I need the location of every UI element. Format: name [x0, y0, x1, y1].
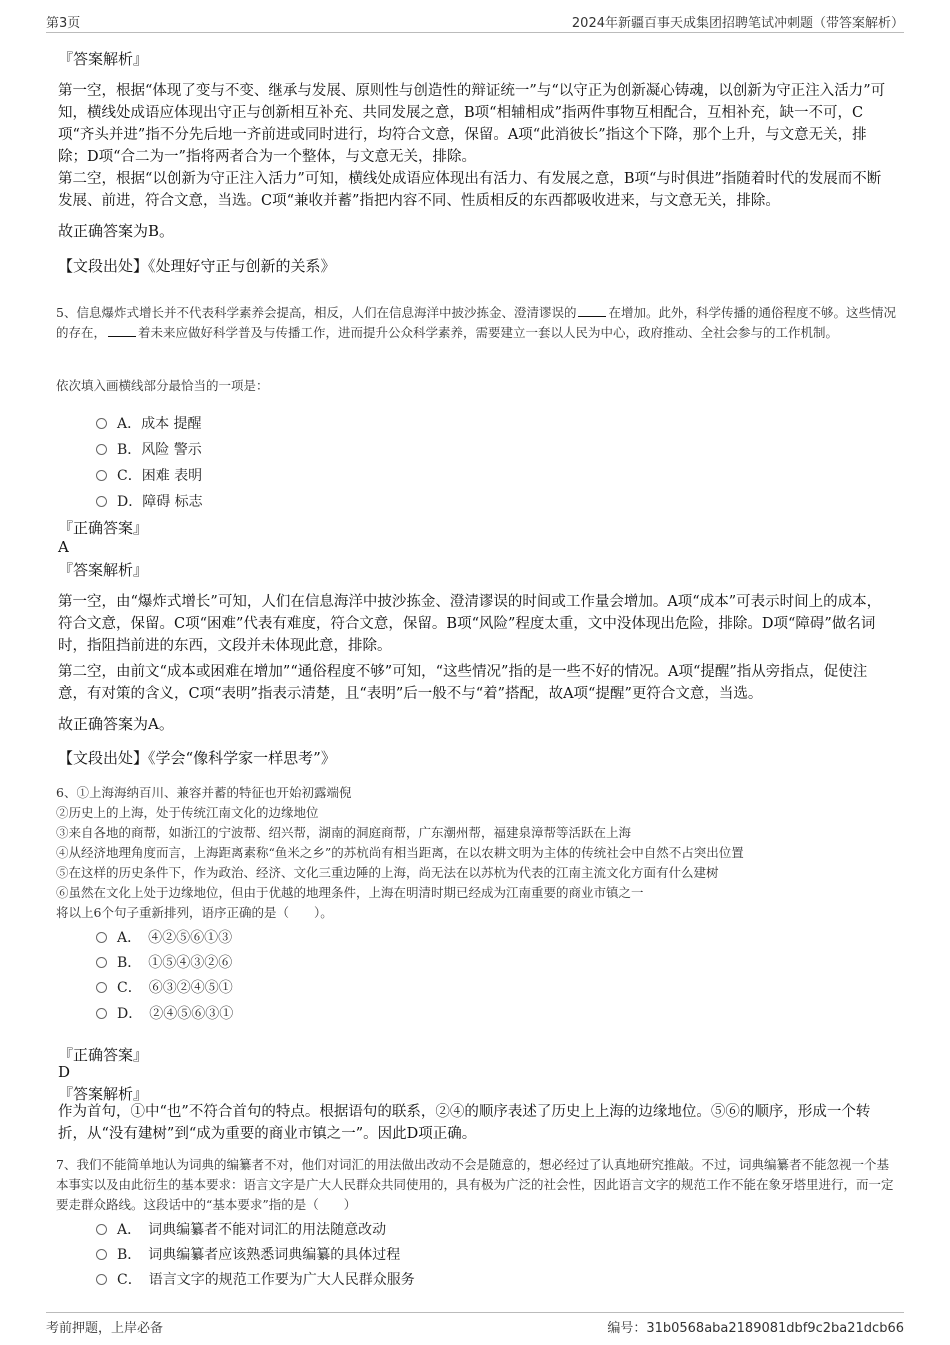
- radio-icon[interactable]: [96, 1249, 107, 1260]
- q6-option-d[interactable]: [96, 1003, 233, 1023]
- radio-icon[interactable]: [96, 418, 107, 429]
- q5-option-b[interactable]: [96, 439, 202, 459]
- q6-prompt: 将以上6个句子重新排列，语序正确的是（ ）。: [56, 905, 333, 920]
- radio-icon[interactable]: [96, 444, 107, 455]
- q6-option-b-label: B． ①⑤④③②⑥: [117, 955, 233, 971]
- radio-icon[interactable]: [96, 1008, 107, 1019]
- q7-option-b[interactable]: [96, 1244, 400, 1264]
- q6-analysis-label: 『答案解析』: [58, 1085, 149, 1103]
- q5-source: 【文段出处】《学会“像科学家一样思考”》: [58, 749, 336, 767]
- radio-icon[interactable]: [96, 470, 107, 481]
- q6-line-1: 6、①上海海纳百川、兼容并蓄的特征也开始初露端倪: [56, 785, 352, 800]
- q5-option-a[interactable]: [96, 413, 202, 433]
- q5-option-b-label: B．风险 警示: [117, 442, 202, 458]
- q5-stem-a: 5、信息爆炸式增长并不代表科学素养会提高，相反，人们在信息海洋中披沙拣金、澄清谬误的: [56, 305, 577, 320]
- q5-analysis-label: 『答案解析』: [58, 561, 149, 579]
- q6-line-5: ⑤在这样的历史条件下，作为政治、经济、文化三重边陲的上海，尚无法在以苏杭为代表的江南主流文化方面有什么建树: [56, 865, 719, 880]
- footer-slogan: 考前押题，上岸必备: [46, 1321, 164, 1336]
- q4-conclusion: 故正确答案为B。: [58, 222, 175, 240]
- radio-icon[interactable]: [96, 496, 107, 507]
- q6-answer: D: [58, 1063, 71, 1081]
- q5-stem-c: 着未来应做好科学普及与传播工作，进而提升公众科学素养，需要建立一套以人民为中心，政府推动、全社会参与的工作机制。: [138, 325, 839, 340]
- q6-option-d-label: D． ②④⑤⑥③①: [117, 1006, 234, 1022]
- q5-analysis-para1: 第一空，由“爆炸式增长”可知，人们在信息海洋中披沙拣金、澄清谬误的时间或工作量会增加。A项“成本”可表示时间上的成本，符合文意，保留。C项“困难”代表有难度，符合文意，保留。B项“风险”程度太重，文中没体现出危险，排除。D项“障碍”做名词时，指阻挡前进的东西，文段并未体现此意，排除。: [58, 594, 882, 654]
- q5-option-c[interactable]: [96, 465, 202, 485]
- page-footer: [46, 1312, 904, 1337]
- q5-answer-label: 『正确答案』: [58, 519, 149, 537]
- radio-icon[interactable]: [96, 982, 107, 993]
- q4-analysis-para1: 第一空，根据“体现了变与不变、继承与发展、原则性与创造性的辩证统一”与“以守正为创新凝心铸魂，以创新为守正注入活力”可知，横线处成语应体现出守正与创新相互补充、共同发展之意，B项“相辅相成”指两件事物互相配合，互相补充，缺一不可，C项“齐头并进”指不分先后地一齐前进或同时进行，均符合文意，保留。A项“此消彼长”指这个下降，那个上升，与文意无关，排除；D项“合二为一”指将两者合为一个整体，与文意无关，排除。: [58, 83, 886, 165]
- q6-option-b[interactable]: [96, 952, 232, 972]
- q6-answer-label: 『正确答案』: [58, 1046, 149, 1064]
- q5-answer: A: [58, 538, 69, 556]
- q5-blank-1: [578, 316, 606, 317]
- q6-line-2: ②历史上的上海，处于传统江南文化的边缘地位: [56, 805, 319, 820]
- q7-stem: 7、我们不能简单地认为词典的编纂者不对，他们对词汇的用法做出改动不会是随意的，想必经过了认真地研究推敲。不过，词典编纂者不能忽视一个基本事实以及由此衍生的基本要求：语言文字是广大人民群众共同使用的，具有极为广泛的社会性，因此语言文字的规范工作不能在象牙塔里进行，而一定要走群众路线。这段话中的“基本要求”指的是（ ）: [56, 1157, 894, 1212]
- q6-analysis-para1: 作为首句，①中“也”不符合首句的特点。根据语句的联系，②④的顺序表述了历史上上海的边缘地位。⑤⑥的顺序，形成一个转折，从“没有建树”到“成为重要的商业市镇之一”。因此D项正确。: [58, 1104, 871, 1142]
- q5-blank-2: [108, 336, 136, 337]
- q6-line-6: ⑥虽然在文化上处于边缘地位，但由于优越的地理条件，上海在明清时期已经成为江南重要的商业市镇之一: [56, 885, 644, 900]
- q5-conclusion: 故正确答案为A。: [58, 715, 174, 733]
- q4-analysis-label: 『答案解析』: [58, 50, 149, 68]
- radio-icon[interactable]: [96, 1224, 107, 1235]
- radio-icon[interactable]: [96, 1274, 107, 1285]
- q4-analysis-para2: 第二空，根据“以创新为守正注入活力”可知，横线处成语应体现出有活力、有发展之意，B项“与时俱进”指随着时代的发展而不断发展、前进，符合文意，当选。C项“兼收并蓄”指把内容不同、性质相反的东西都吸收进来，与文意无关，排除。: [58, 171, 882, 209]
- page-number: 第3页: [46, 16, 81, 31]
- page-header: [46, 10, 904, 33]
- q6-option-c[interactable]: [96, 977, 233, 997]
- q7-option-b-label: B． 词典编纂者应该熟悉词典编纂的具体过程: [117, 1247, 401, 1263]
- q6-option-a-label: A． ④②⑤⑥①③: [117, 930, 233, 946]
- q5-option-c-label: C．困难 表明: [117, 468, 203, 484]
- q6-option-a[interactable]: [96, 927, 232, 947]
- document-title: 2024年新疆百事天成集团招聘笔试冲刺题（带答案解析）: [571, 16, 904, 31]
- q5-option-d-label: D．障碍 标志: [117, 494, 203, 510]
- q6-line-4: ④从经济地理角度而言，上海距离素称“鱼米之乡”的苏杭尚有相当距离，在以农耕文明为主体的传统社会中自然不占突出位置: [56, 845, 744, 860]
- radio-icon[interactable]: [96, 957, 107, 968]
- q5-stem-b: 在增加。此外，科学传播的通俗程度不够。这些情况的存在，: [56, 305, 896, 340]
- q7-option-c-label: C． 语言文字的规范工作要为广大人民群众服务: [117, 1272, 415, 1288]
- q7-option-c[interactable]: [96, 1269, 415, 1289]
- q7-option-a[interactable]: [96, 1219, 386, 1239]
- q5-stem: [56, 303, 896, 343]
- q5-option-d[interactable]: [96, 491, 203, 511]
- radio-icon[interactable]: [96, 932, 107, 943]
- q5-prompt: 依次填入画横线部分最恰当的一项是：: [56, 378, 269, 393]
- q6-line-3: ③来自各地的商帮，如浙江的宁波帮、绍兴帮，湖南的洞庭商帮，广东潮州帮，福建泉漳帮等活跃在上海: [56, 825, 632, 840]
- q5-analysis-para2: 第二空，由前文“成本或困难在增加”“通俗程度不够”可知，“这些情况”指的是一些不好的情况。A项“提醒”指从旁指点，促使注意，有对策的含义，C项“表明”指表示清楚，且“表明”后一般不与“着”搭配，故A项“提醒”更符合文意，当选。: [58, 664, 868, 702]
- document-id: 编号：31b0568aba2189081dbf9c2ba21dcb66: [607, 1321, 904, 1336]
- q5-option-a-label: A．成本 提醒: [117, 416, 202, 432]
- q7-option-a-label: A． 词典编纂者不能对词汇的用法随意改动: [117, 1222, 387, 1238]
- q6-option-c-label: C． ⑥③②④⑤①: [117, 980, 233, 996]
- q4-source: 【文段出处】《处理好守正与创新的关系》: [58, 257, 336, 275]
